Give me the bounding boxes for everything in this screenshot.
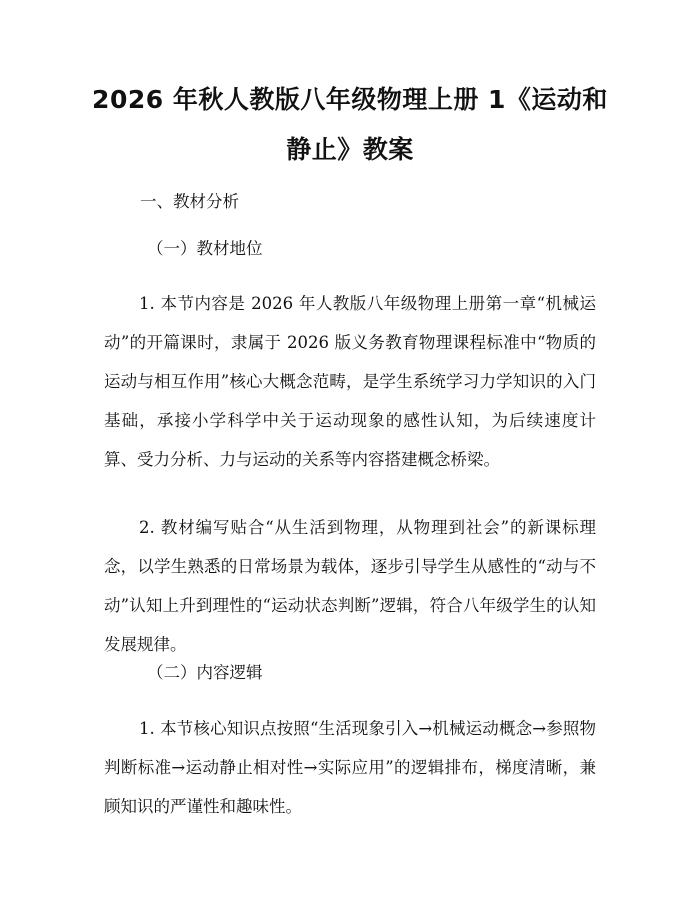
document-title-line-2: 静止》教案 <box>286 135 414 164</box>
subsection-heading-textbook-position: （一）教材地位 <box>147 239 263 258</box>
section-heading-textbook-analysis: 一、教材分析 <box>140 192 239 211</box>
subsection-heading-content-logic: （二）内容逻辑 <box>147 663 263 682</box>
document-title-line-1: 2026 年秋人教版八年级物理上册 1《运动和 <box>92 85 608 114</box>
paragraph-textbook-position-1: 1. 本节内容是 2026 年人教版八年级物理上册第一章“机械运动”的开篇课时，隶属于 2026 版义务教育物理课程标准中“物质的运动与相互作用”核心大概念范畴，是学生系统学习力学知识的入门基础，承接小学科学中关于运动现象的感性认知，为后续速度计算、受力分析、力与运动的关系等内容搭建概念桥梁。 <box>104 294 596 469</box>
paragraph-content-logic-1: 1. 本节核心知识点按照“生活现象引入→机械运动概念→参照物判断标准→运动静止相对性→实际应用”的逻辑排布，梯度清晰，兼顾知识的严谨性和趣味性。 <box>104 719 596 816</box>
paragraph-textbook-position-2: 2. 教材编写贴合“从生活到物理，从物理到社会”的新课标理念，以学生熟悉的日常场景为载体，逐步引导学生从感性的“动与不动”认知上升到理性的“运动状态判断”逻辑，符合八年级学生的认知发展规律。 <box>104 518 596 654</box>
